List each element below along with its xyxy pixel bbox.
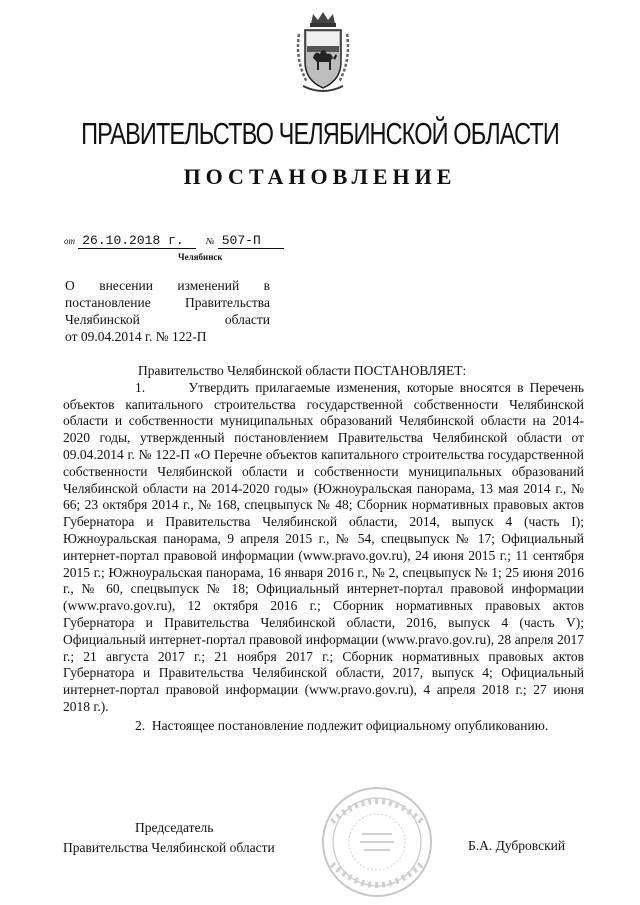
city-label: Челябинск [178,252,223,262]
subject-line: О внесении изменений в [65,278,270,293]
signature-title-line: Правительства Челябинской области [63,840,275,855]
subject-line: постановление Правительства [65,295,270,310]
signature-title [63,818,275,858]
resolution-lead: Правительство Челябинской области ПОСТАНОВЛЯЕТ: [138,363,467,378]
number-label: № [206,236,215,246]
date-number-line [64,232,284,249]
resolution-item-1: 1. Утвердить прилагаемые изменения, которые вносятся в Перечень объектов капитального строительства государственной собственности Челябинской области и собственности муниципальных образований Челябинской области на 2014-2020 годы, утвержденный постановлением Правительства Челябинской области от 09.04.2014 г. № 122-П «О Перечне объектов капитального строительства государственной собственности Челябинской области и собственности муниципальных образований Челябинской области на 2014-2020 годы» (Южноуральская панорама, 13 мая 2014 г., № 66; 23 октября 2014 г., № 168, спецвыпуск № 48; Сборник нормативных правовых актов Губернатора и Правительства Челябинской области, 2014, выпуск 4 (часть I); Южноуральская панорама, 9 апреля 2015 г., № 54, спецвыпуск № 17; Официальный интернет-портал правовой информации (www.pravo.gov.ru), 24 июня 2015 г.; 11 сентября 2015 г.; Южноуральская панорама, 16 января 2016 г., № 2, спецвыпуск № 1; 25 июня 2016 г., № 60, спецвыпуск № 18; Официальный интернет-портал правовой информации (www.pravo.gov.ru), 12 октября 2016 г.; Сборник нормативных правовых актов Губернатора и Правительства Челябинской области, 2016, выпуск 4 (часть V); Официальный интернет-портал правовой информации (www.pravo.gov.ru), 28 апреля 2017 г.; 21 августа 2017 г.; 21 ноября 2017 г.; Сборник нормативных правовых актов Губернатора и Правительства Челябинской области, 2017, выпуск 4; Официальный интернет-портал правовой информации (www.pravo.gov.ru), 4 апреля 2018 г.; 27 июня 2018 г.). [63,379,584,714]
resolution-item-2: 2. Настоящее постановление подлежит официальному опубликованию. [135,717,549,733]
government-title: ПРАВИТЕЛЬСТВО ЧЕЛЯБИНСКОЙ ОБЛАСТИ [81,116,559,151]
document-date: 26.10.2018 г. [78,233,196,249]
chelyabinsk-coat-of-arms-icon [293,10,353,96]
from-label: от [64,236,75,246]
subject-line: от 09.04.2014 г. № 122-П [65,329,207,344]
official-seal-icon [312,782,442,902]
signature-title-line: Председатель [135,820,214,835]
document-body [63,363,584,735]
subject-line: Челябинской области [65,312,270,327]
document-type: ПОСТАНОВЛЕНИЕ [183,164,457,189]
document-number: 507-П [218,233,284,249]
signatory-name: Б.А. Дубровский [468,838,566,853]
document-subject [65,277,270,345]
